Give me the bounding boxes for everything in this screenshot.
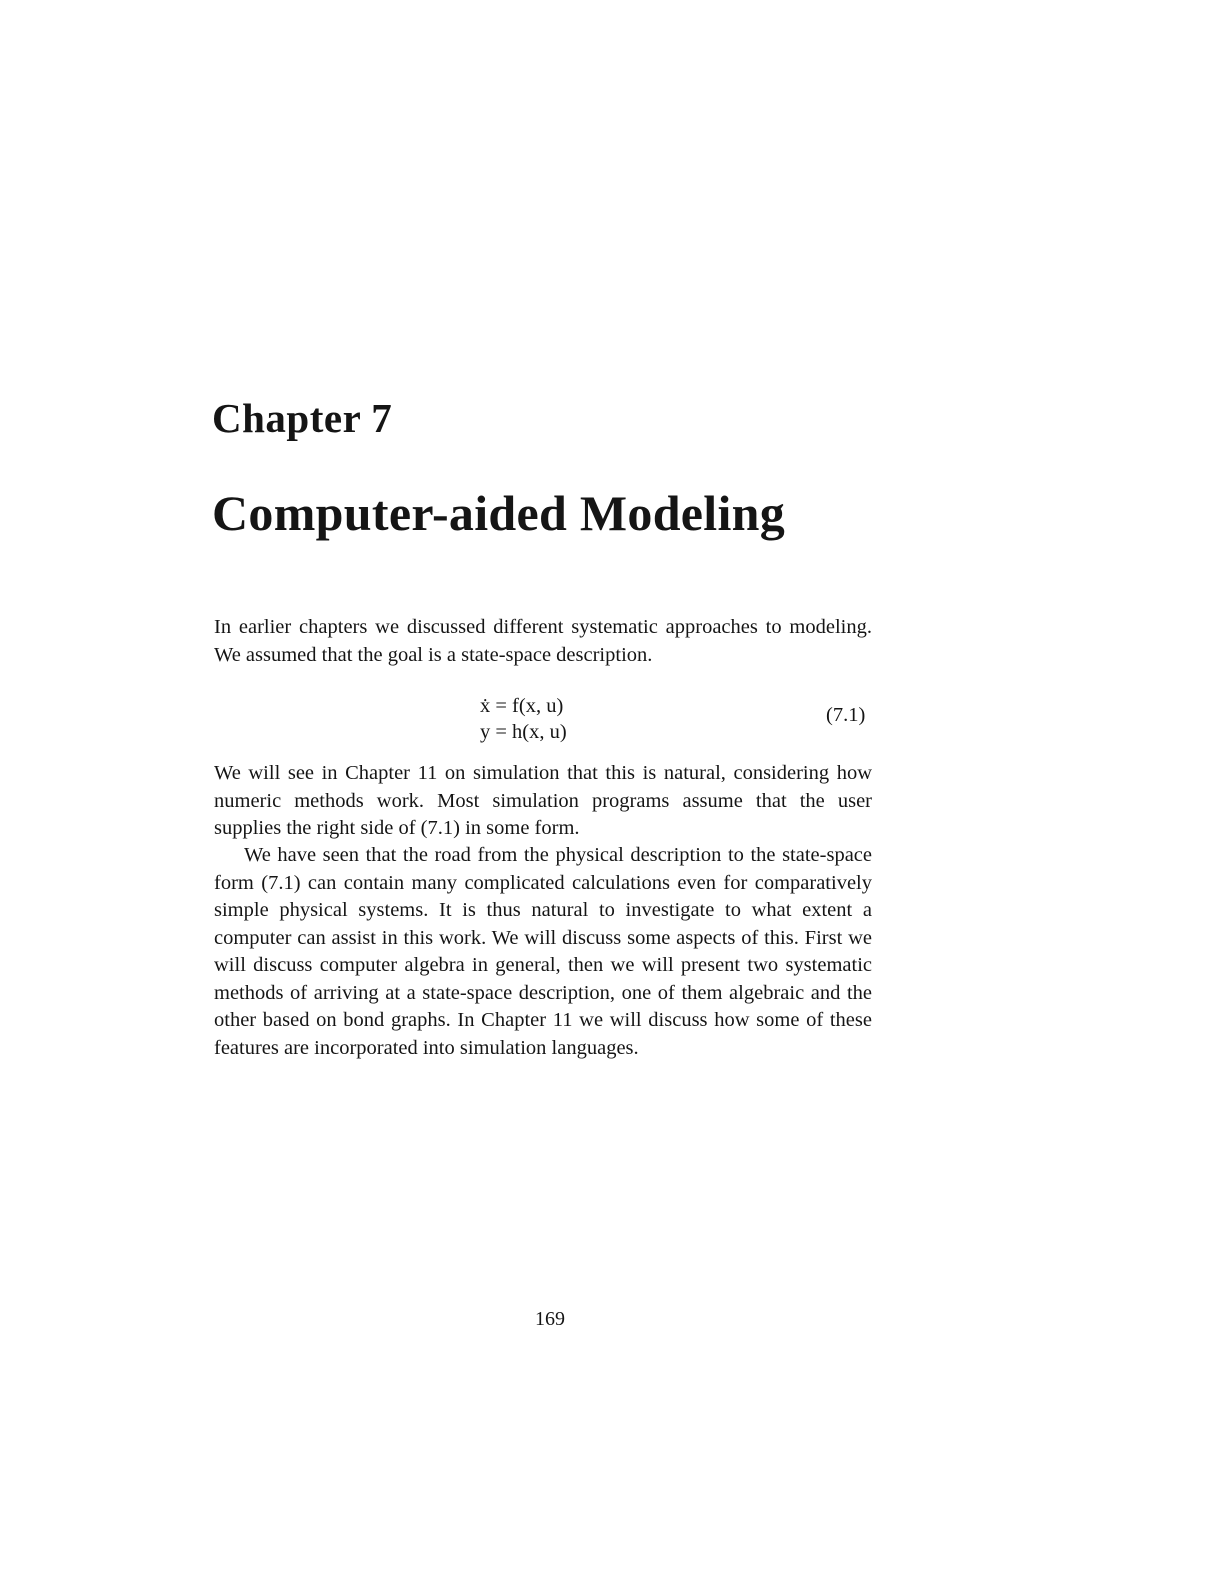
simulation-paragraph: We will see in Chapter 11 on simulation that this is natural, considering how numeric methods work. Most simulation programs assume that the user supplies the right side of (7.1) in some form. xyxy=(214,762,872,839)
state-space-equation xyxy=(480,693,567,745)
chapter-label: Chapter 7 xyxy=(212,395,393,441)
chapter-title: Computer-aided Modeling xyxy=(212,485,786,541)
computer-assist-paragraph: We have seen that the road from the physical description to the state-space form (7.1) can contain many complicated calculations even for comparatively simple physical systems. It is thus natural to investigate to what extent a computer can assist in this work. We will discuss some aspects of this. First we will discuss computer algebra in general, then we will present two systematic methods of arriving at a state-space description, one of them algebraic and the other based on bond graphs. In Chapter 11 we will discuss how some of these features are incorporated into simulation languages. xyxy=(214,844,872,1059)
page-number: 169 xyxy=(535,1308,565,1330)
equation-number: (7.1) xyxy=(826,704,866,726)
equation-line-state: ẋ = f(x, u) xyxy=(480,695,564,717)
intro-paragraph: In earlier chapters we discussed different systematic approaches to modeling. We assumed that the goal is a state-space description. xyxy=(214,616,872,666)
equation-line-output: y = h(x, u) xyxy=(480,721,567,743)
